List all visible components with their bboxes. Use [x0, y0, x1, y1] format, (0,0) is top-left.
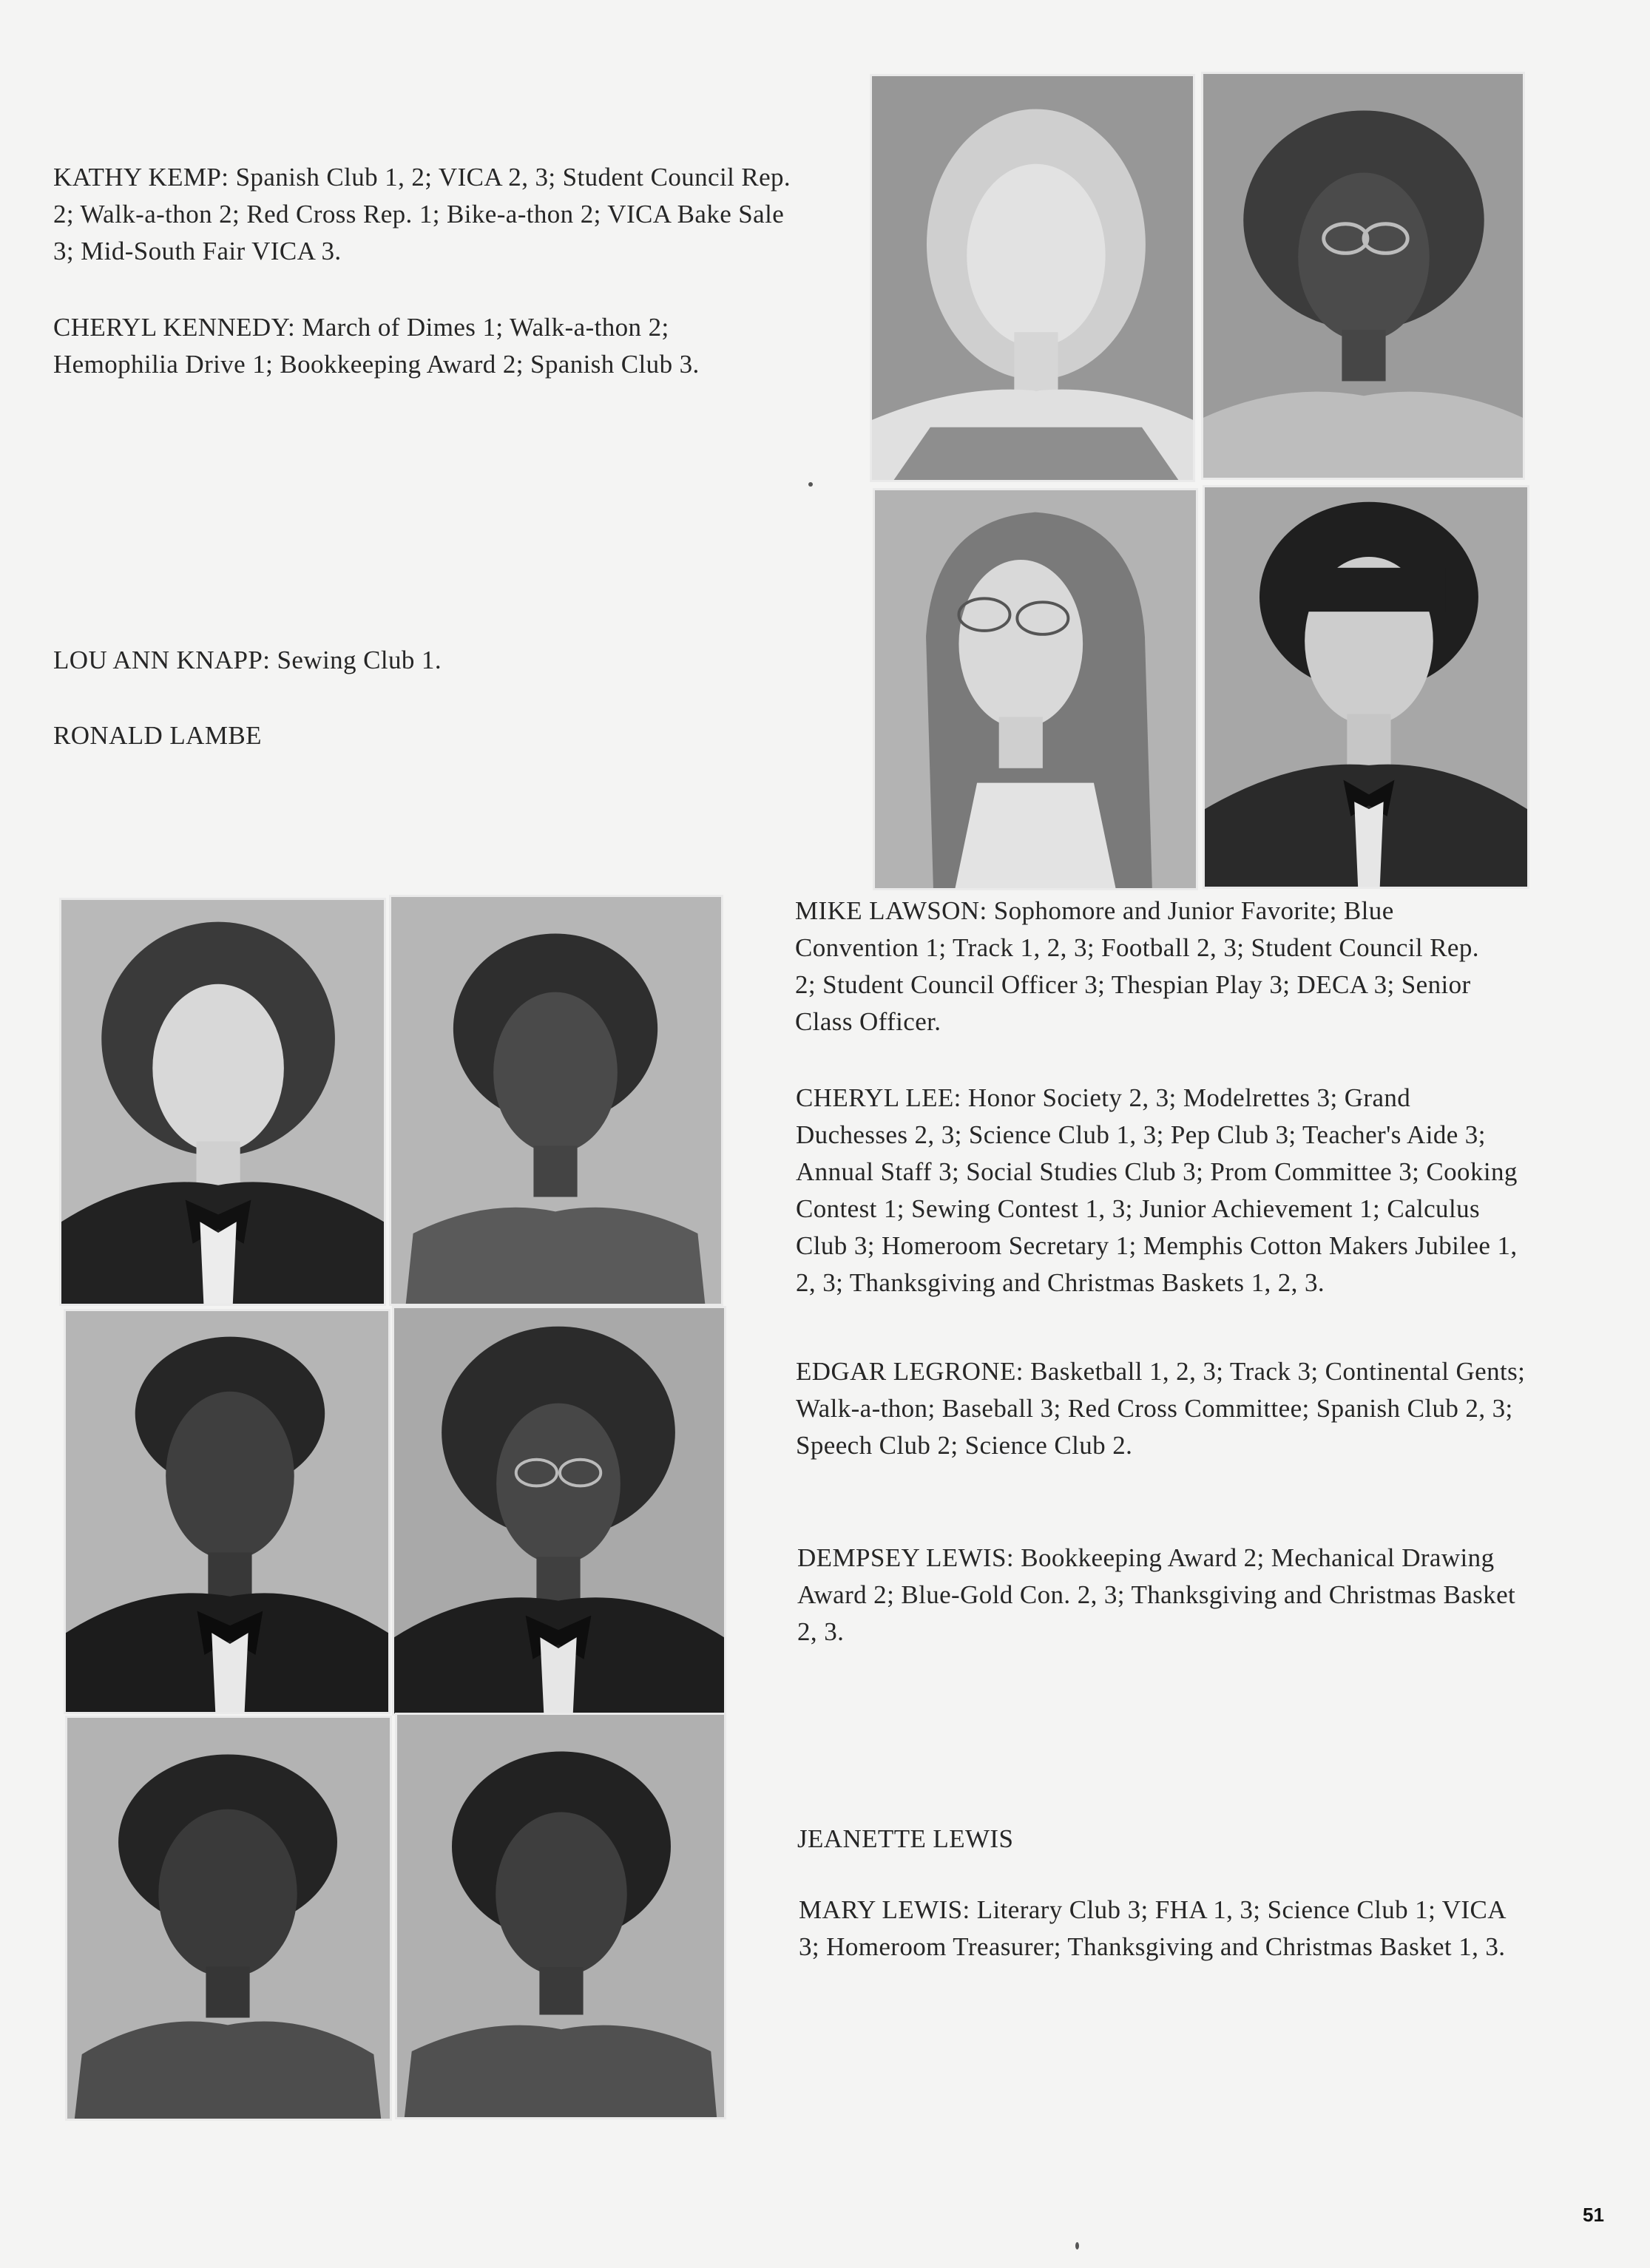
bio-lou-ann-knapp: LOU ANN KNAPP: Sewing Club 1. — [53, 646, 442, 674]
bio-kathy-kemp: KATHY KEMP: Spanish Club 1, 2; VICA 2, 3; Student Council Rep. 2; Walk-a-thon 2; Red Cross Rep. 1; Bike-a-thon 2; VICA Bake Sale 3; Mid-South Fair VICA 3. — [53, 163, 791, 265]
portrait-mike-lawson — [59, 898, 386, 1306]
bio-jeanette-lewis: JEANETTE LEWIS — [797, 1824, 1014, 1853]
bio-dempsey-lewis: DEMPSEY LEWIS: Bookkeeping Award 2; Mechanical Drawing Award 2; Blue-Gold Con. 2, 3; Thanksgiving and Christmas Basket 2, 3. — [797, 1543, 1516, 1646]
bio-mike-lawson: MIKE LAWSON: Sophomore and Junior Favorite; Blue Convention 1; Track 1, 2, 3; Football 2, 3; Student Council Rep. 2; Student Council Officer 3; Thespian Play 3; DECA 3; Senior Class Officer. — [795, 896, 1479, 1036]
portrait-mary-lewis — [395, 1713, 726, 2119]
print-speck — [1075, 2242, 1079, 2250]
portrait-jeanette-lewis — [65, 1716, 392, 2121]
portrait-lou-ann-knapp — [873, 488, 1198, 890]
portrait-cheryl-lee — [389, 895, 723, 1306]
portrait-dempsey-lewis — [392, 1306, 726, 1716]
print-speck — [808, 482, 813, 487]
bio-mary-lewis: MARY LEWIS: Literary Club 3; FHA 1, 3; Science Club 1; VICA 3; Homeroom Treasurer; Thanksgiving and Christmas Basket 1, 3. — [799, 1895, 1506, 1961]
portrait-kathy-kemp — [870, 74, 1195, 482]
page-number: 51 — [1583, 2204, 1604, 2226]
bio-ronald-lambe: RONALD LAMBE — [53, 721, 262, 750]
portrait-ronald-lambe — [1203, 485, 1529, 889]
bio-cheryl-kennedy: CHERYL KENNEDY: March of Dimes 1; Walk-a-thon 2; Hemophilia Drive 1; Bookkeeping Award 2; Spanish Club 3. — [53, 313, 700, 379]
portrait-cheryl-kennedy — [1201, 72, 1525, 480]
portrait-edgar-legrone — [64, 1309, 390, 1714]
bio-cheryl-lee: CHERYL LEE: Honor Society 2, 3; Modelrettes 3; Grand Duchesses 2, 3; Science Club 1, 3; Pep Club 3; Teacher's Aide 3; Annual Staff 3; Social Studies Club 3; Prom Committee 3; Cooking Contest 1; Sewing Contest 1, 3; Junior Achievement 1; Calculus Club 3; Homeroom Secretary 1; Memphis Cotton Makers Jubilee 1, 2, 3; Thanksgiving and Christmas Baskets 1, 2, 3. — [796, 1083, 1518, 1297]
bio-edgar-legrone: EDGAR LEGRONE: Basketball 1, 2, 3; Track 3; Continental Gents; Walk-a-thon; Baseball 3; Red Cross Committee; Spanish Club 2, 3; Speech Club 2; Science Club 2. — [796, 1357, 1526, 1460]
